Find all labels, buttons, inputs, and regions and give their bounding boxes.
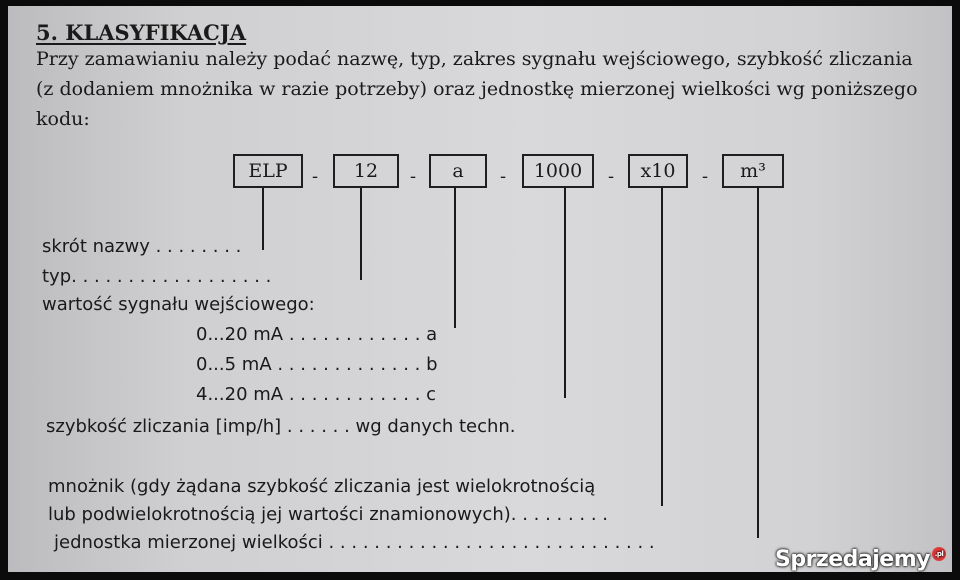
code-box-unit: m³	[722, 154, 784, 188]
option-c: 4...20 mA . . . . . . . . . . . . c	[196, 384, 437, 405]
connector-line-multiplier	[661, 188, 663, 506]
watermark-logo	[775, 547, 946, 572]
code-box-name: ELP	[233, 154, 303, 188]
connector-line-signal	[454, 188, 456, 328]
code-separator: -	[410, 166, 417, 187]
code-box-rate: 1000	[522, 154, 594, 188]
code-separator: -	[500, 166, 507, 187]
code-box-type: 12	[333, 154, 399, 188]
code-separator: -	[608, 166, 615, 187]
label-unit: jednostka mierzonej wielkości . . . . . . . . . . . . . . . . . . . . . . . . . . . . .	[54, 532, 655, 553]
option-b: 0...5 mA . . . . . . . . . . . . . b	[196, 354, 438, 375]
watermark-text: Sprzedajemy	[775, 547, 930, 572]
intro-line-3: kodu:	[36, 108, 90, 130]
code-separator: -	[312, 166, 319, 187]
document-page	[8, 6, 952, 572]
section-heading: 5. KLASYFIKACJA	[36, 20, 247, 45]
connector-line-unit	[757, 188, 759, 538]
label-multiplier-line-2: lub podwielokrotnością jej wartości znamionowych). . . . . . . . .	[48, 504, 609, 525]
intro-line-2: (z dodaniem mnożnika w razie potrzeby) oraz jednostkę mierzonej wielkości wg poniższego	[36, 78, 918, 100]
label-multiplier-line-1: mnożnik (gdy żądana szybkość zliczania jest wielokrotnością	[48, 476, 596, 497]
connector-line-type	[360, 188, 362, 280]
connector-line-name	[262, 188, 264, 250]
intro-line-1: Przy zamawianiu należy podać nazwę, typ, zakres sygnału wejściowego, szybkość zliczania	[36, 48, 913, 70]
code-box-signal: a	[429, 154, 487, 188]
code-separator: -	[702, 166, 709, 187]
label-type: typ. . . . . . . . . . . . . . . . . .	[42, 266, 272, 287]
label-signal-value: wartość sygnału wejściowego:	[42, 294, 315, 315]
option-a: 0...20 mA . . . . . . . . . . . . a	[196, 324, 438, 345]
code-box-multiplier: x10	[628, 154, 688, 188]
connector-line-rate	[564, 188, 566, 398]
watermark-badge-icon: .pl	[932, 547, 946, 561]
label-counting-rate: szybkość zliczania [imp/h] . . . . . . wg danych techn.	[46, 416, 516, 437]
label-short-name: skrót nazwy . . . . . . . .	[42, 236, 242, 257]
